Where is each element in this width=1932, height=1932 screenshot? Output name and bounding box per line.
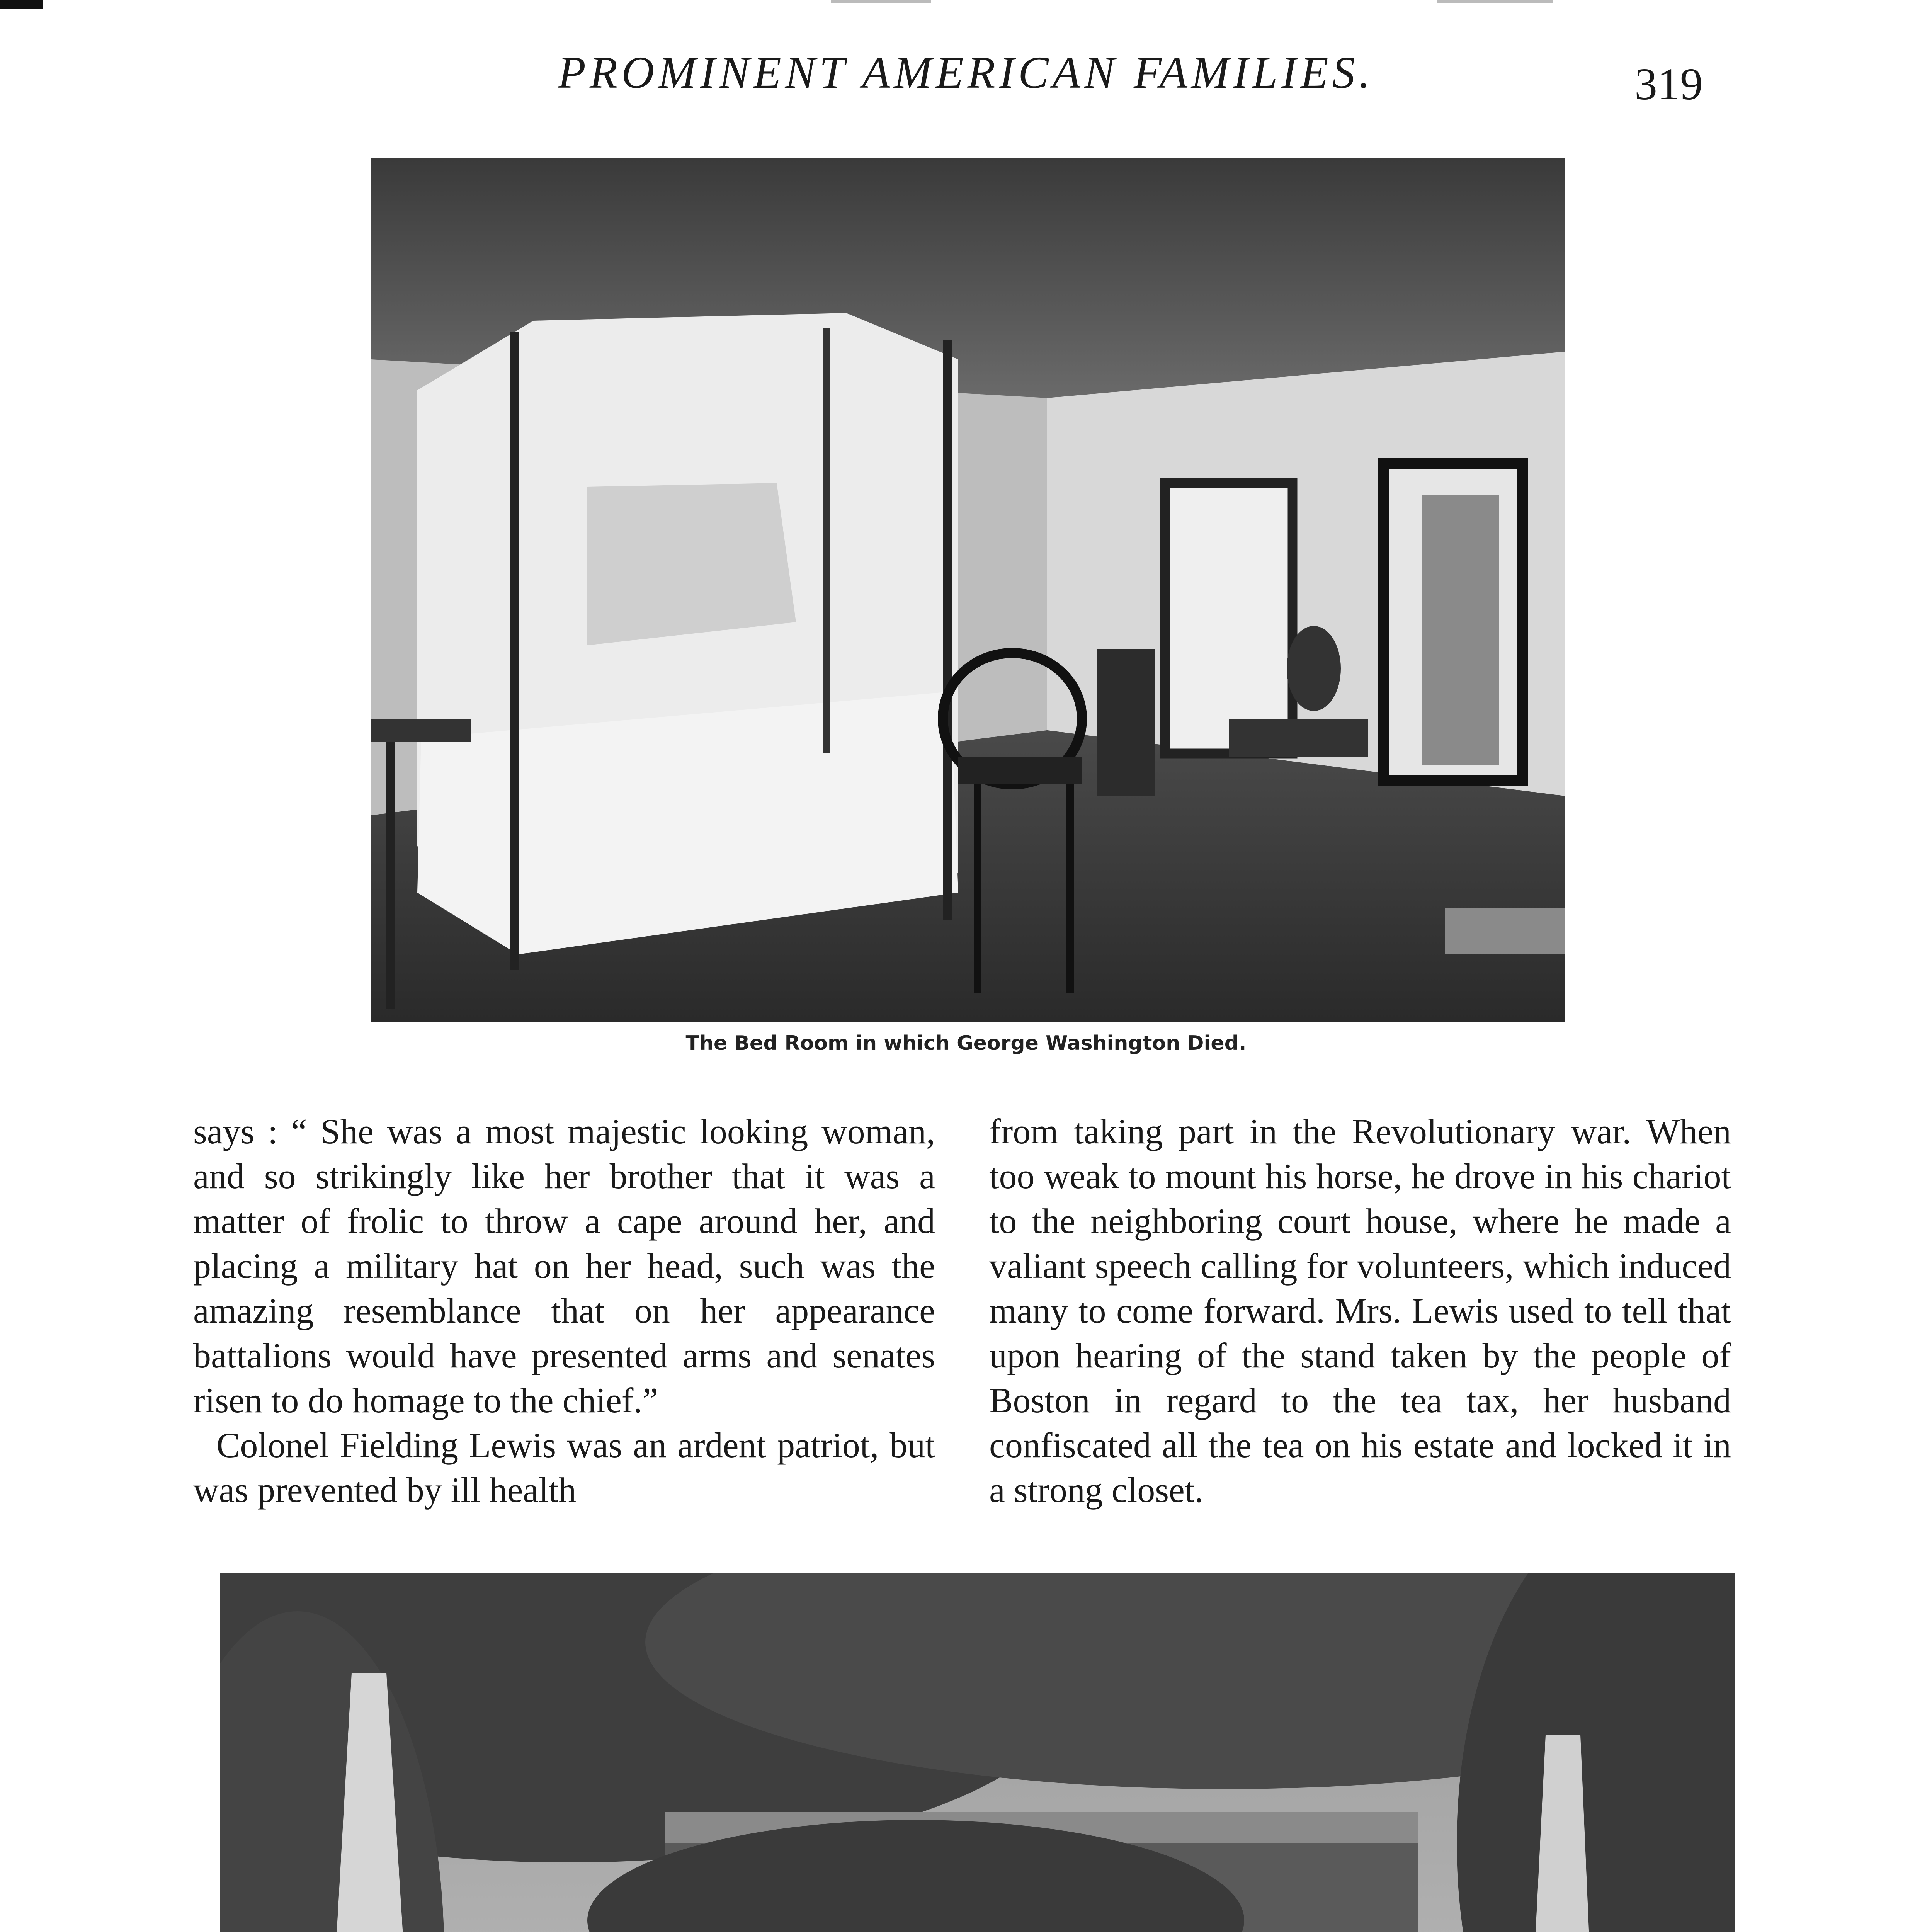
bedroom-photograph	[371, 158, 1565, 1022]
paragraph: says : “ She was a most majestic looking woman, and so strikingly like her brother that it was a matter of frolic to throw a cape around her, and placing a military hat on her head, such was the amazing resemblance that on her appearance battalions would have presented arms and senates risen to do homage to the chief.”	[193, 1112, 935, 1420]
text-column-right	[989, 1109, 1731, 1512]
scan-edge-mark	[1437, 0, 1553, 3]
text-column-left	[193, 1109, 935, 1512]
paragraph: from taking part in the Revolutionary war. When too weak to mount his horse, he drove in his chariot to the neighboring court house, where he made a valiant speech calling for volunteers, which induced many to come forward. Mrs. Lewis used to tell that upon hearing of the stand taken by the people of Boston in regard to the tea tax, her husband confiscated all the tea on his estate and locked it in a strong closet.	[989, 1112, 1731, 1510]
page-number: 319	[1634, 59, 1703, 109]
scan-edge-mark	[831, 0, 931, 3]
running-header: PROMINENT AMERICAN FAMILIES.	[558, 47, 1374, 98]
top-figure-caption: The Bed Room in which George Washington Died.	[685, 1032, 1247, 1055]
paragraph: Colonel Fielding Lewis was an ardent patriot, but was prevented by ill health	[193, 1425, 935, 1510]
tomb-photograph	[220, 1573, 1735, 1932]
scan-edge-mark	[0, 0, 43, 9]
